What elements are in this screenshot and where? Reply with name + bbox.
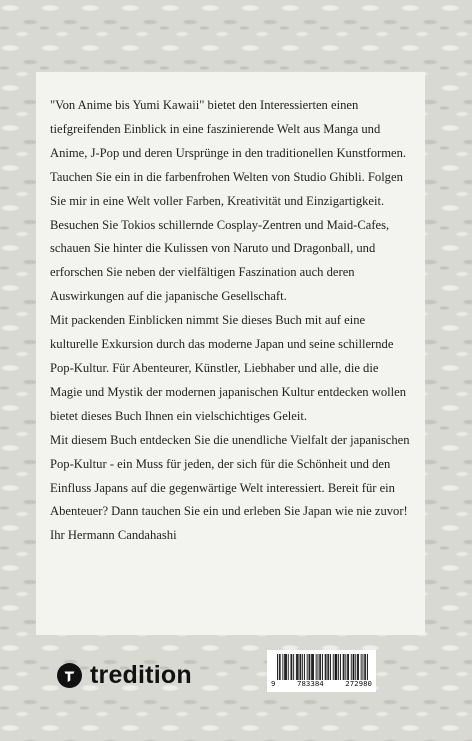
barcode-bar: [309, 654, 310, 680]
barcode-bar: [298, 654, 299, 680]
barcode-bar: [327, 654, 328, 680]
barcode-bar: [336, 654, 337, 680]
barcode-bar: [302, 654, 303, 680]
barcode-bar: [328, 654, 329, 680]
barcode-bar: [364, 654, 365, 680]
isbn-barcode: [267, 650, 376, 692]
barcode-bar: [282, 654, 283, 680]
barcode-bar: [345, 654, 346, 680]
barcode-bar: [320, 654, 321, 680]
tredition-logo-icon: [57, 663, 82, 688]
barcode-bar: [319, 654, 320, 680]
barcode-bar: [296, 654, 297, 680]
barcode-bar: [335, 654, 336, 680]
barcode-bar: [361, 654, 362, 680]
barcode-bar: [288, 654, 289, 680]
isbn-prefix: 9: [271, 679, 276, 688]
publisher-logo: [57, 660, 192, 690]
barcode-bar: [336, 654, 337, 680]
barcode-bar: [348, 654, 349, 680]
barcode-bar: [357, 654, 358, 680]
barcode-bar: [312, 654, 313, 680]
barcode-bar: [284, 654, 285, 680]
barcode-bar: [343, 654, 344, 680]
barcode-bar: [286, 654, 287, 680]
barcode-bar: [344, 654, 345, 680]
blurb-paragraph-3: Mit diesem Buch entdecken Sie die unendliche Vielfalt der japanischen Pop-Kultur - ein Muss für jeden, der sich für die Schönheit und den Einfluss Japans auf die gegenwärtige Welt interessiert. Bereit für ein Abenteuer? Dann tauchen Sie ein und erleben Sie Japan wie nie zuvor!: [50, 432, 410, 519]
barcode-bar: [316, 654, 317, 680]
blurb-paragraph-1: "Von Anime bis Yumi Kawaii" bietet den Interessierten einen tiefgreifenden Einblick in eine faszinierende Welt aus Manga und Anime, J-Pop und deren Ursprünge in den traditionellen Kunstformen. Tauchen Sie ein in die farbenfrohen Welten von Studio Ghibli. Folgen Sie mir in eine Welt voller Farben, Kreativität und Einzigartigkeit. Besuchen Sie Tokios schillernde Cosplay-Zentren und Maid-Cafes, schauen Sie hinter die Kulissen von Naruto und Dragonball, und erforschen Sie neben der vielfältigen Faszination auch deren Auswirkungen auf die japanische Gesellschaft.: [50, 98, 407, 304]
barcode-bar: [280, 654, 281, 680]
barcode-bar: [338, 654, 339, 680]
barcode-bar: [340, 654, 341, 680]
barcode-bar: [355, 654, 356, 680]
barcode-bar: [277, 654, 278, 680]
isbn-group-2: 272980: [345, 679, 372, 688]
barcode-bar: [311, 654, 312, 680]
barcode-bar: [309, 654, 310, 680]
barcode-bar: [304, 654, 305, 680]
back-cover-text-panel: [36, 72, 425, 635]
barcode-bar: [353, 654, 354, 680]
blurb-paragraph-2: Mit packenden Einblicken nimmt Sie dieses Buch mit auf eine kulturelle Exkursion durch das moderne Japan und seine schillernde Pop-Kultur. Für Abenteurer, Künstler, Liebhaber und alle, die die Magie und Mystik der modernen japanischen Kultur entdecken wollen bietet dieses Buch Ihnen ein vielschichtiges Geleit.: [50, 313, 407, 423]
barcode-bar: [326, 654, 327, 680]
barcode-bar: [351, 654, 352, 680]
barcode-bar: [279, 654, 280, 680]
barcode-bar: [318, 654, 319, 680]
barcode-bar: [367, 654, 368, 680]
barcode-bar: [291, 654, 292, 680]
author-signoff: Ihr Hermann Candahashi: [50, 528, 177, 543]
isbn-digits: [267, 679, 376, 688]
barcode-bar: [297, 654, 298, 680]
barcode-bar: [322, 654, 323, 680]
publisher-name: tredition: [90, 660, 192, 689]
barcode-bar: [300, 654, 301, 680]
barcode-bar: [293, 654, 294, 680]
isbn-group-1: 783384: [297, 679, 324, 688]
barcode-bar: [365, 654, 366, 680]
barcode-bar: [363, 654, 364, 680]
barcode-bar: [300, 654, 301, 680]
barcode-bar: [291, 654, 292, 680]
barcode-bar: [347, 654, 348, 680]
barcode-bar: [285, 654, 286, 680]
barcode-bar: [333, 654, 334, 680]
barcode-bar: [358, 654, 359, 680]
barcode-bar: [325, 654, 326, 680]
barcode-bar: [330, 654, 331, 680]
barcode-bars: [271, 654, 372, 680]
barcode-bar: [313, 654, 314, 680]
barcode-bar: [307, 654, 308, 680]
barcode-bar: [354, 654, 355, 680]
